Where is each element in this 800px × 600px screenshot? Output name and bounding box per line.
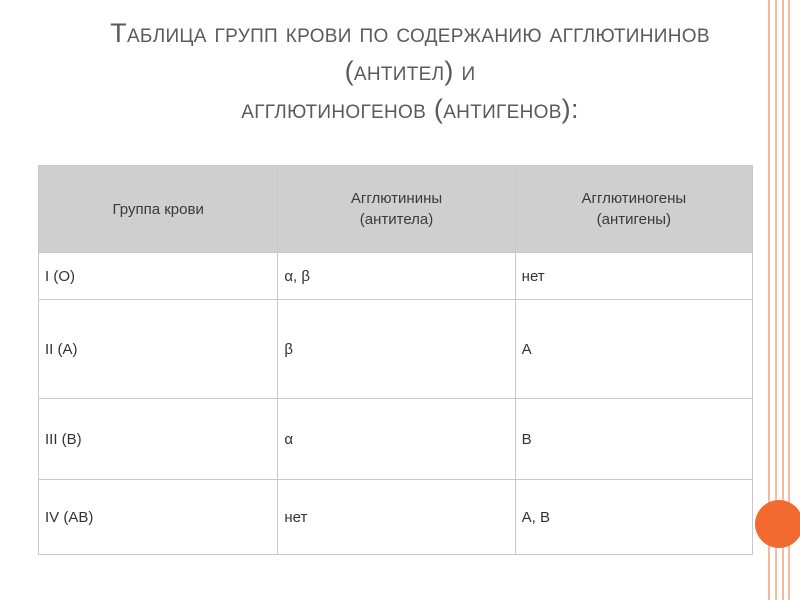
title-line-2: (антител) и [344, 56, 476, 86]
cell-agglutinogens: A [515, 300, 752, 399]
header-agglutinins-line-1: Агглютинины [350, 190, 443, 207]
header-agglutinogens-line-1: Агглютиногены [581, 190, 687, 207]
cell-blood-group: III (B) [39, 399, 278, 480]
cell-blood-group: I (O) [39, 253, 278, 300]
blood-groups-table [38, 165, 753, 555]
header-agglutinogens-line-2: (антигены) [596, 211, 672, 228]
table-row [39, 480, 753, 555]
table-row [39, 399, 753, 480]
table-row [39, 253, 753, 300]
header-blood-group [39, 166, 278, 253]
title-line-3: агглютиногенов (антигенов): [241, 94, 579, 124]
cell-agglutinins: β [278, 300, 515, 399]
cell-agglutinogens: A, B [515, 480, 752, 555]
cell-agglutinogens: нет [515, 253, 752, 300]
header-blood-group-label: Группа крови [112, 200, 204, 218]
header-agglutinogens [515, 166, 752, 253]
decorative-circle [755, 500, 800, 548]
cell-agglutinins: α [278, 399, 515, 480]
title-line-1: Таблица групп крови по содержанию агглютининов [110, 18, 710, 48]
table-header-row [39, 166, 753, 253]
header-agglutinins [278, 166, 515, 253]
cell-blood-group: II (A) [39, 300, 278, 399]
slide-title [60, 14, 760, 128]
cell-agglutinogens: B [515, 399, 752, 480]
cell-agglutinins: нет [278, 480, 515, 555]
cell-agglutinins: α, β [278, 253, 515, 300]
header-agglutinins-line-2: (антитела) [359, 211, 434, 228]
cell-blood-group: IV (AB) [39, 480, 278, 555]
table-row [39, 300, 753, 399]
